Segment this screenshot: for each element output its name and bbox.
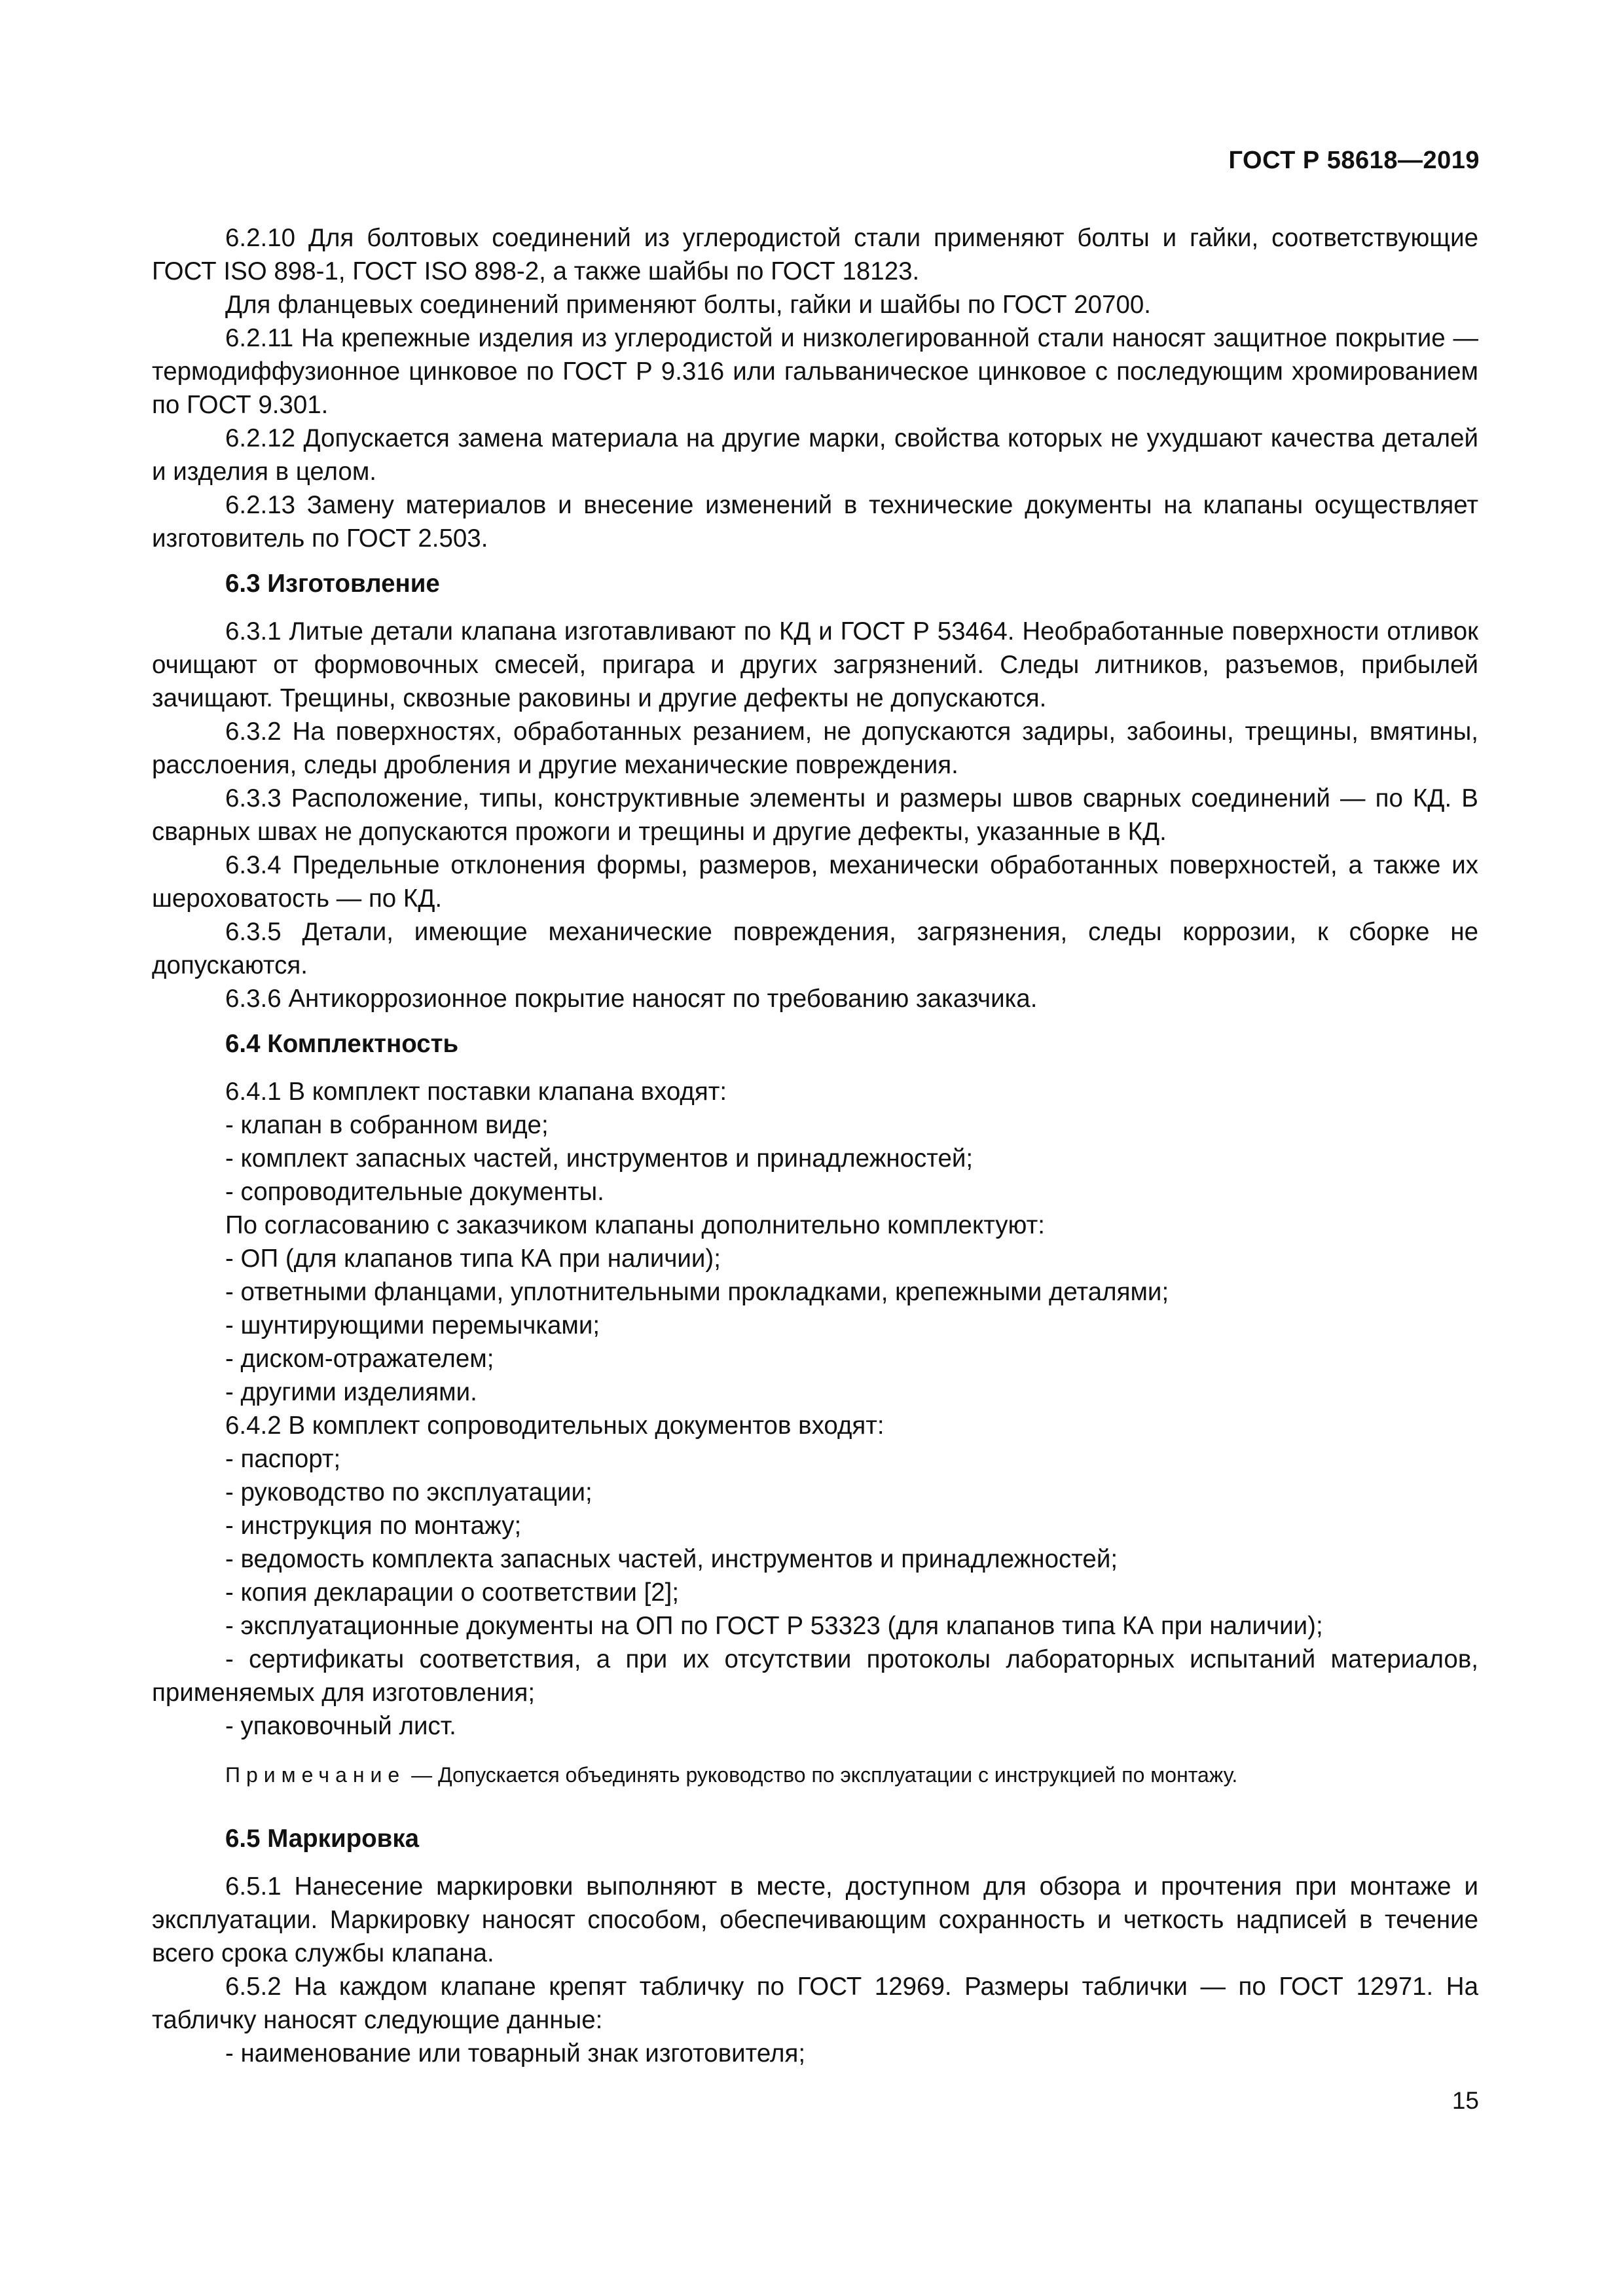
paragraph: 6.3.2 На поверхностях, обработанных резанием, не допускаются задиры, забоины, трещины, вмятины, расслоения, следы дробления и другие механические повреждения. — [152, 718, 1478, 779]
paragraph: 6.3.5 Детали, имеющие механические повреждения, загрязнения, следы коррозии, к сборке не допускаются. — [152, 918, 1478, 979]
list-item: - шунтирующими перемычками; — [225, 1311, 600, 1339]
list-item: - инструкция по монтажу; — [225, 1512, 522, 1540]
section-heading: 6.4 Комплектность — [225, 1030, 459, 1058]
paragraph: 6.2.10 Для болтовых соединений из углеродистой стали применяют болты и гайки, соответствующие ГОСТ ISO 898-1, ГОСТ ISO 898-2, а также шайбы по ГОСТ 18123. — [152, 224, 1478, 285]
paragraph: По согласованию с заказчиком клапаны дополнительно комплектуют: — [225, 1211, 1045, 1239]
paragraph: Для фланцевых соединений применяют болты, гайки и шайбы по ГОСТ 20700. — [225, 291, 1151, 319]
paragraph: 6.3.3 Расположение, типы, конструктивные элементы и размеры швов сварных соединений — по КД. В сварных швах не допускаются прожоги и трещины и другие дефекты, указанные в КД. — [152, 784, 1478, 846]
section-heading: 6.5 Маркировка — [225, 1825, 420, 1853]
paragraph: 6.3.1 Литые детали клапана изготавливают по КД и ГОСТ Р 53464. Необработанные поверхности отливок очищают от формовочных смесей, пригара и других загрязнений. Следы литников, разъемов, прибылей зачищают. Трещины, сквозные раковины и другие дефекты не допускаются. — [152, 617, 1478, 712]
list-item: - ОП (для клапанов типа КА при наличии); — [225, 1245, 721, 1273]
list-item: - диском-отражателем; — [225, 1345, 494, 1373]
paragraph: 6.3.6 Антикоррозионное покрытие наносят по требованию заказчика. — [225, 985, 1038, 1013]
paragraph: 6.2.11 На крепежные изделия из углеродистой и низколегированной стали наносят защитное покрытие — термодиффузионное цинковое по ГОСТ Р 9.316 или гальваническое цинковое с последующим хромированием по ГОСТ 9.301. — [152, 324, 1478, 419]
note-label: Примечание — [225, 1763, 406, 1787]
list-item: - другими изделиями. — [225, 1378, 477, 1406]
list-item: - копия декларации о соответствии [2]; — [225, 1578, 680, 1607]
list-item: - упаковочный лист. — [225, 1712, 456, 1740]
note-paragraph — [152, 1743, 1478, 1810]
paragraph: 6.4.2 В комплект сопроводительных документов входят: — [225, 1412, 884, 1440]
note-text: — Допускается объединять руководство по эксплуатации с инструкцией по монтажу. — [405, 1763, 1238, 1787]
paragraph: 6.3.4 Предельные отклонения формы, размеров, механически обработанных поверхностей, а также их шероховатость — по КД. — [152, 851, 1478, 913]
list-item: - паспорт; — [225, 1445, 341, 1473]
list-item: - комплект запасных частей, инструментов и принадлежностей; — [225, 1144, 974, 1173]
paragraph: 6.5.2 На каждом клапане крепят табличку по ГОСТ 12969. Размеры таблички — по ГОСТ 12971. На табличку наносят следующие данные: — [152, 1973, 1478, 2034]
list-item: - ответными фланцами, уплотнительными прокладками, крепежными деталями; — [225, 1278, 1169, 1306]
list-item: - сопроводительные документы. — [225, 1178, 604, 1206]
list-item: - эксплуатационные документы на ОП по ГОСТ Р 53323 (для клапанов типа КА при наличии); — [225, 1612, 1323, 1640]
paragraph: 6.4.1 В комплект поставки клапана входят: — [225, 1078, 727, 1106]
list-item: - клапан в собранном виде; — [225, 1111, 549, 1139]
list-item: - сертификаты соответствия, а при их отсутствии протоколы лабораторных испытаний материалов, применяемых для изготовления; — [152, 1645, 1478, 1707]
page-number: 15 — [1451, 2087, 1479, 2114]
document-body — [152, 221, 1478, 2070]
list-item: - наименование или товарный знак изготовителя; — [225, 2039, 806, 2068]
paragraph: 6.5.1 Нанесение маркировки выполняют в месте, доступном для обзора и прочтения при монтаже и эксплуатации. Маркировку наносят способом, обеспечивающим сохранность и четкость надписей в течение всего срока службы клапана. — [152, 1872, 1478, 1967]
list-item: - руководство по эксплуатации; — [225, 1478, 593, 1506]
paragraph: 6.2.13 Замену материалов и внесение изменений в технические документы на клапаны осуществляет изготовитель по ГОСТ 2.503. — [152, 491, 1478, 553]
document-header-code: ГОСТ Р 58618—2019 — [1228, 147, 1480, 174]
section-heading: 6.3 Изготовление — [225, 570, 440, 598]
paragraph: 6.2.12 Допускается замена материала на другие марки, свойства которых не ухудшают качества деталей и изделия в целом. — [152, 424, 1478, 486]
list-item: - ведомость комплекта запасных частей, инструментов и принадлежностей; — [225, 1545, 1118, 1573]
